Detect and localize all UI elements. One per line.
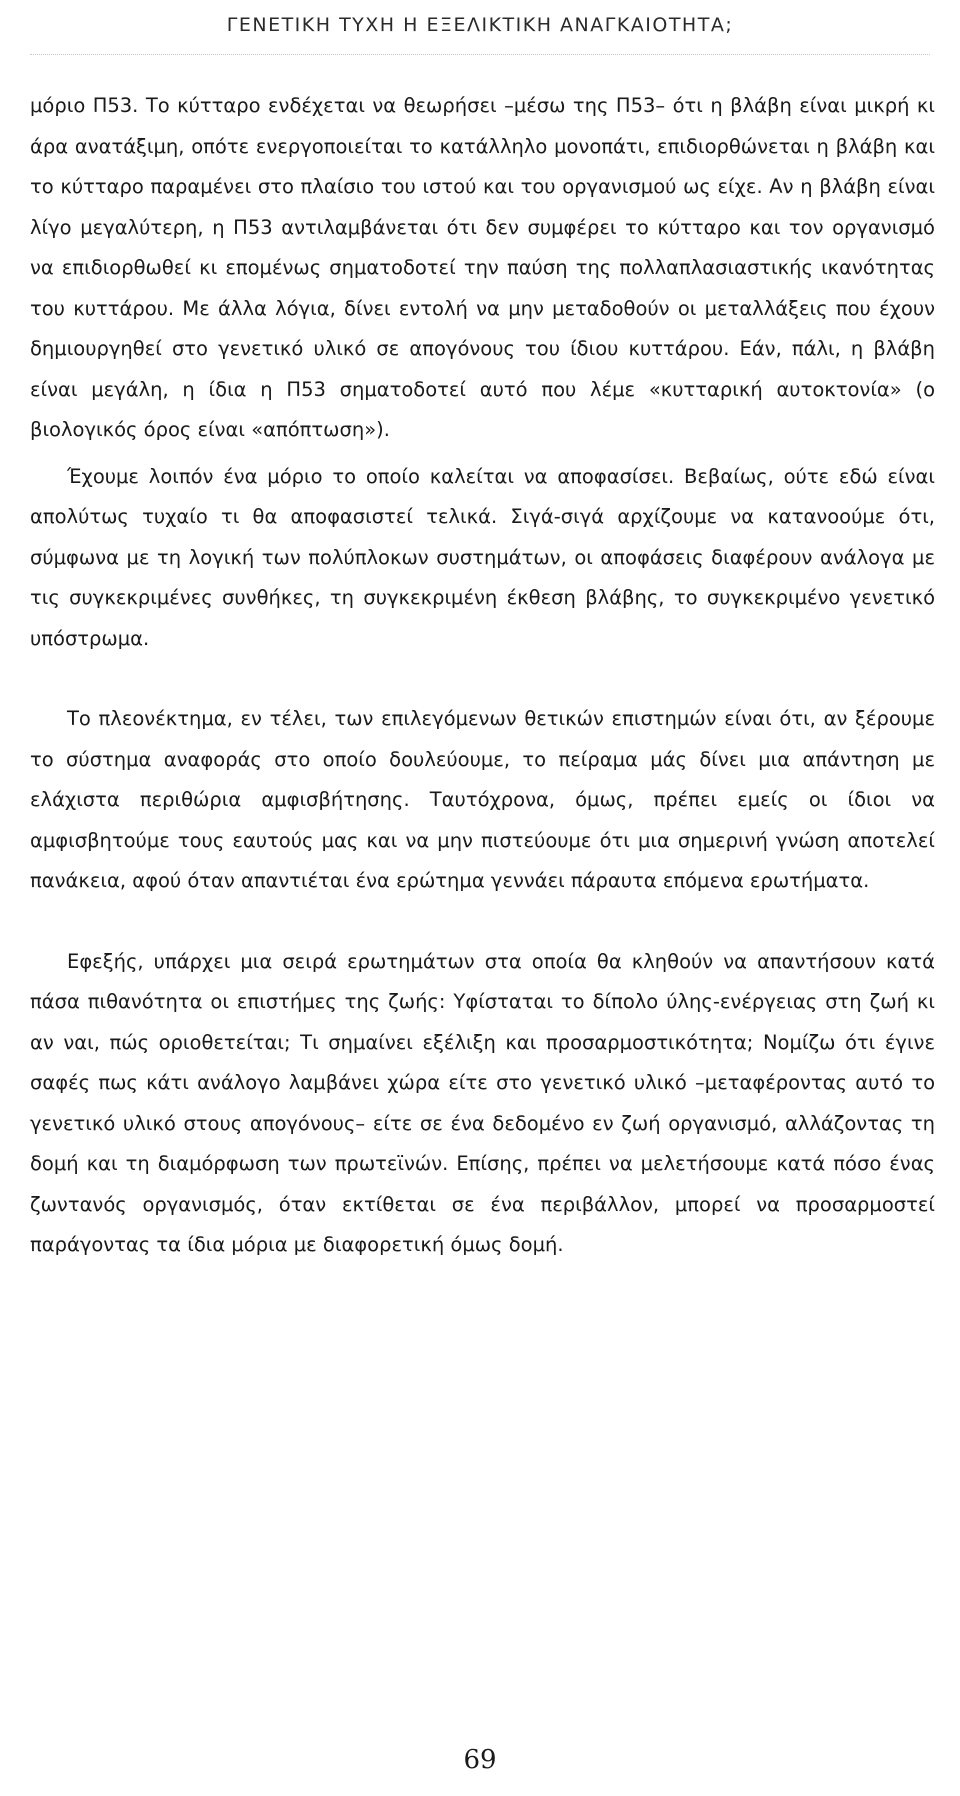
header-divider [30, 54, 930, 55]
page-number: 69 [463, 1745, 497, 1775]
paragraph-continued: μόριο Π53. Το κύτταρο ενδέχεται να θεωρήσει –μέσω της Π53– ότι η βλάβη είναι μικρή κι άρα ανατάξιμη, οπότε ενεργοποιείται το κατάλληλο μονοπάτι, επιδιορθώνεται η βλάβη και το κύτταρο παραμένει στο πλαίσιο του ιστού και του οργανισμού ως είχε. Αν η βλάβη είναι λίγο μεγαλύτερη, η Π53 αντιλαμβάνεται ότι δεν συμφέρει το κύτταρο και τον οργανισμό να επιδιορθωθεί κι επομένως σηματοδοτεί την παύση της πολλαπλασιαστικής ικανότητας του κυττάρου. Με άλλα λόγια, δίνει εντολή να μην μεταδοθούν οι μεταλλάξεις που έχουν δημιουργηθεί στο γενετικό υλικό σε απογόνους του ίδιου κυττάρου. Εάν, πάλι, η βλάβη είναι μεγάλη, η ίδια η Π53 σηματοδοτεί αυτό που λέμε «κυτταρική αυτοκτονία» (ο βιολογικός όρος είναι «απόπτωση»). [30, 94, 935, 441]
paragraph: Εφεξής, υπάρχει μια σειρά ερωτημάτων στα οποία θα κληθούν να απαντήσουν κατά πάσα πιθανότητα οι επιστήμες της ζωής: Υφίσταται το δίπολο ύλης-ενέργειας στη ζωή κι αν ναι, πώς οριοθετείται; Τι σημαίνει εξέλιξη και προσαρμοστικότητα; Νομίζω ότι έγινε σαφές πως κάτι ανάλογο λαμβάνει χώρα είτε στο γενετικό υλικό –μεταφέροντας αυτό το γενετικό υλικό στους απογόνους– είτε σε ένα δεδομένο εν ζωή οργανισμό, αλλάζοντας τη δομή και τη διαμόρφωση των πρωτεϊνών. Επίσης, πρέπει να μελετήσουμε κατά πόσο ένας ζωντανός οργανισμός, όταν εκτίθεται σε ένα περιβάλλον, μπορεί να προσαρμοστεί παράγοντας τα ίδια μόρια με διαφορετική όμως δομή. [30, 949, 935, 1256]
body-text [30, 86, 935, 1266]
running-head-title: ΓΕΝΕΤΙΚΗ ΤΥΧΗ Η ΕΞΕΛΙΚΤΙΚΗ ΑΝΑΓΚΑΙΟΤΗΤΑ; [226, 14, 734, 36]
paragraph: Έχουμε λοιπόν ένα μόριο το οποίο καλείται να αποφασίσει. Βεβαίως, ούτε εδώ είναι απολύτως τυχαίο τι θα αποφασιστεί τελικά. Σιγά-σιγά αρχίζουμε να κατανοούμε ότι, σύμφωνα με τη λογική των πολύπλοκων συστημάτων, οι αποφάσεις διαφέρουν ανάλογα με τις συγκεκριμένες συνθήκες, τη συγκεκριμένη έκθεση βλάβης, το συγκεκριμένο γενετικό υπόστρωμα. [30, 464, 935, 650]
paragraph: Το πλεονέκτημα, εν τέλει, των επιλεγόμενων θετικών επιστημών είναι ότι, αν ξέρουμε το σύστημα αναφοράς στο οποίο δουλεύουμε, το πείραμα μάς δίνει μια απάντηση με ελάχιστα περιθώρια αμφισβήτησης. Ταυτόχρονα, όμως, πρέπει εμείς οι ίδιοι να αμφισβητούμε τους εαυτούς μας και να μην πιστεύουμε ότι μια σημερινή γνώση αποτελεί πανάκεια, αφού όταν απαντιέται ένα ερώτημα γεννάει πάραυτα επόμενα ερωτήματα. [30, 707, 935, 892]
